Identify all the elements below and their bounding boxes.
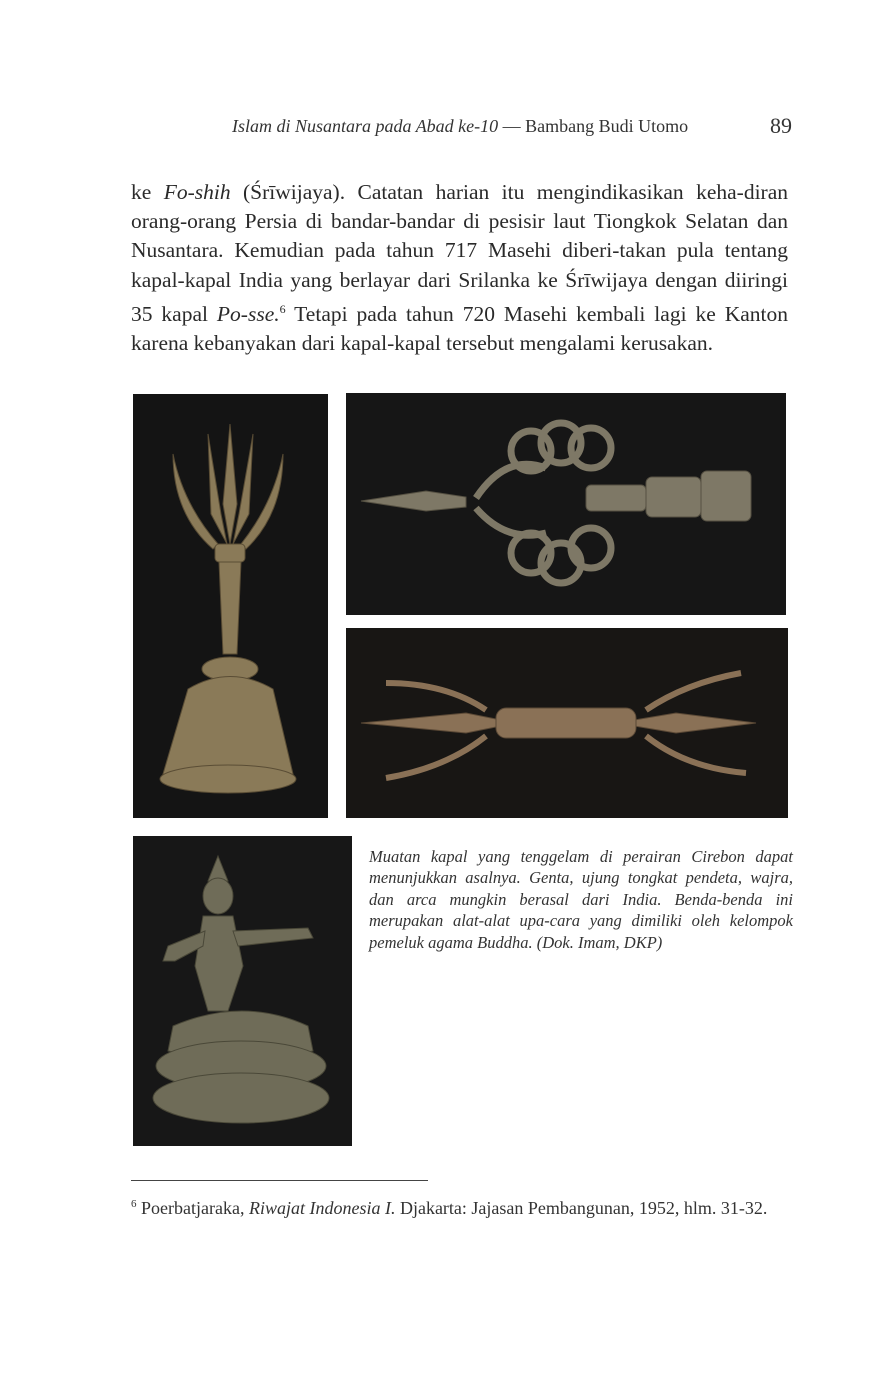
page-number: 89 <box>770 113 792 138</box>
statue-photo <box>133 836 352 1146</box>
statue-illustration <box>133 836 352 1146</box>
bell-illustration <box>133 394 328 818</box>
body-text-main: (Śrīwijaya). Catatan harian itu mengindikasikan keha-diran orang-orang Persia di bandar-bandar di pesisir laut Tiongkok Selatan dan Nusantara. Kemudian pada tahun 717 Masehi diberi-takan pula tentang kapal-kapal India yang berlayar dari Srilanka ke Śrīwijaya dengan diiringi 35 kapal <box>131 180 789 326</box>
figure-caption: Muatan kapal yang tenggelam di perairan Cirebon dapat menunjukkan asalnya. Genta, ujung tongkat pendeta, wajra, dan arca mungkin berasal dari India. Benda-benda ini merupakan alat-alat upa-cara yang dimiliki oleh kelompok pemeluk agama Buddha. (Dok. Imam, DKP) <box>369 847 793 952</box>
running-header <box>232 113 792 138</box>
footnote-author: Poerbatjaraka, <box>136 1198 249 1218</box>
header-separator: — <box>498 116 526 136</box>
staff-tip-photo <box>346 393 786 615</box>
vajra-photo <box>346 628 788 818</box>
footnote <box>131 1193 796 1220</box>
body-italic-foshih: Fo-shih <box>163 180 231 204</box>
body-text-prefix: ke <box>131 180 164 204</box>
footnote-number: 6 <box>131 1198 137 1210</box>
body-paragraph <box>131 178 788 358</box>
footnote-book-title: Riwajat Indonesia I. <box>248 1198 396 1218</box>
body-text-end: Tetapi pada tahun 720 Masehi kembali lagi ke Kanton karena kebanyakan dari kapal-kapal tersebut mengalami kerusakan. <box>131 301 788 356</box>
footnote-publication: Djakarta: Jajasan Pembangunan, 1952, hlm. 31-32. <box>395 1198 768 1218</box>
header-title: Islam di Nusantara pada Abad ke-10 <box>232 116 499 136</box>
footnote-divider <box>131 1180 428 1181</box>
footnote-reference: 6 <box>279 301 286 316</box>
header-author: Bambang Budi Utomo <box>525 116 689 136</box>
staff-tip-illustration <box>346 393 786 615</box>
vajra-illustration <box>346 628 788 818</box>
bell-photo <box>133 394 328 818</box>
body-italic-posse: Po-sse. <box>216 301 280 326</box>
